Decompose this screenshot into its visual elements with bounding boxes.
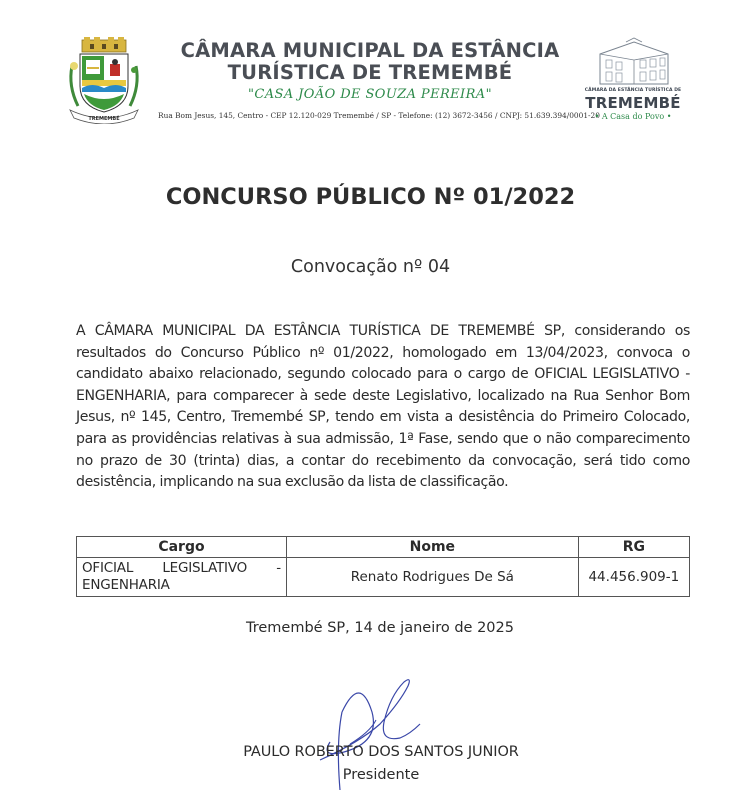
body-paragraph: A CÂMARA MUNICIPAL DA ESTÂNCIA TURÍSTICA DE TREMEMBÉ SP, considerando os resultados do Concurso Público nº 01/2022, homologado em 13/04/2023, convoca o candidato abaixo relacionado, segundo colocado para o cargo de OFICIAL LEGISLATIVO - ENGENHARIA, para comparecer à sede deste Legislativo, localizado na Rua Senhor Bom Jesus, nº 145, Centro, Tremembé SP, tendo em vista a desistência do Primeiro Colocado, para as providências relativas à sua admissão, 1ª Fase, sendo que o não comparecimento no prazo de 30 (trinta) dias, a contar do recebimento da convocação, será tido como desistência, implicando na sua exclusão da lista de classificação. (76, 323, 690, 491)
logo-tagline: • A Casa do Povo • (594, 112, 672, 121)
signer-name: PAULO ROBERTO DOS SANTOS JUNIOR (243, 744, 519, 760)
signer-role: Presidente (342, 767, 420, 783)
org-name-line2: TURÍSTICA DE TREMEMBÉ (227, 61, 513, 84)
cell-cargo: OFICIAL LEGISLATIVO - ENGENHARIA (77, 558, 287, 597)
cell-nome: Renato Rodrigues De Sá (286, 558, 578, 597)
logo-small-text: CÂMARA DA ESTÂNCIA TURÍSTICA DE (584, 88, 682, 93)
camara-logo (580, 36, 686, 124)
column-header-rg: RG (578, 537, 689, 558)
svg-text:TREMEMBÉ: TREMEMBÉ (88, 116, 120, 122)
column-header-nome: Nome (286, 537, 578, 558)
coat-of-arms-icon (64, 36, 144, 124)
org-name-line1: CÂMARA MUNICIPAL DA ESTÂNCIA (180, 39, 560, 62)
building-icon (580, 36, 686, 88)
table-row (77, 558, 690, 597)
org-address: Rua Bom Jesus, 145, Centro - CEP 12.120-029 Tremembé / SP - Telefone: (12) 3672-3456 / CNPJ: 51.639.394/0001-20 (158, 111, 600, 120)
column-header-cargo: Cargo (77, 537, 287, 558)
table-header-row (77, 537, 690, 558)
org-subtitle: "CASA JOÃO DE SOUZA PEREIRA" (248, 87, 492, 102)
cell-rg: 44.456.909-1 (578, 558, 689, 597)
candidates-table (76, 536, 690, 597)
logo-big-text: TREMEMBÉ (585, 94, 681, 112)
document-subtitle: Convocação nº 04 (290, 257, 451, 277)
date-line: Tremembé SP, 14 de janeiro de 2025 (246, 620, 514, 636)
document-title: CONCURSO PÚBLICO Nº 01/2022 (165, 184, 576, 210)
